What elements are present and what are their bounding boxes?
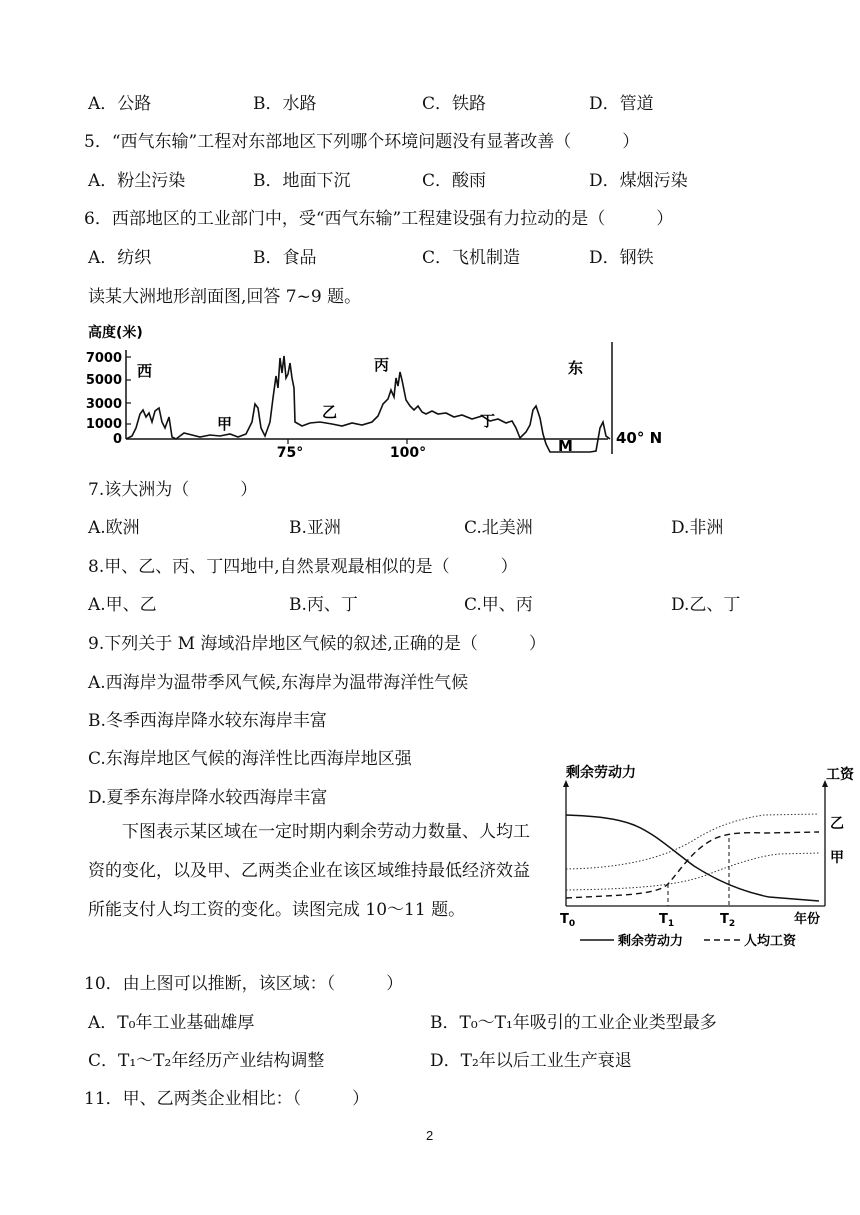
legend-solid-label: 剩余劳动力 [618, 934, 684, 949]
profile-xtick-100: 100° [389, 445, 427, 461]
terrain-profile-line [126, 356, 610, 452]
xtick-t2-main: T [720, 912, 729, 927]
q6-option-d: D．钢铁 [589, 248, 654, 268]
q4-option-b: B．水路 [253, 94, 317, 114]
q7-stem: 7.该大洲为（ ） [88, 480, 258, 500]
q6-option-b: B．食品 [253, 248, 317, 268]
labor-right-axis-label: 工资 [826, 767, 854, 783]
ytick-5000: 5000 [85, 373, 122, 388]
q5-stem: 5．“西气东输”工程对东部地区下列哪个环境问题没有显著改善（ ） [84, 132, 640, 152]
profile-lat-label: 40° N [616, 429, 663, 447]
q9-option-c: C.东海岸地区气候的海洋性比西海岸地区强 [88, 749, 412, 769]
page-number: 2 [426, 1128, 434, 1143]
q7-option-b: B.亚洲 [289, 518, 341, 538]
profile-label-yi: 乙 [322, 403, 338, 421]
q10-option-d: D．T₂年以后工业生产衰退 [430, 1051, 632, 1071]
profile-label-east: 东 [568, 359, 584, 377]
profile-label-ding: 丁 [480, 412, 496, 430]
q10-option-a: A．T₀年工业基础雄厚 [88, 1013, 255, 1033]
surplus-labor-line [566, 815, 819, 901]
ytick-0: 0 [112, 432, 122, 447]
q8-option-d: D.乙、丁 [671, 595, 741, 615]
xtick-t0-sub: 0 [568, 919, 576, 929]
label-jia: 甲 [830, 850, 844, 866]
q4-option-c: C．铁路 [422, 94, 487, 114]
q5-option-a: A．粉尘污染 [88, 171, 186, 191]
q4-option-d: D．管道 [589, 94, 654, 114]
q5-option-c: C．酸雨 [422, 171, 487, 191]
profile-label-jia: 甲 [217, 415, 233, 433]
xtick-t1 [659, 912, 674, 929]
ytick-3000: 3000 [85, 397, 122, 412]
xtick-t1-main: T [659, 912, 668, 927]
profile-xtick-75: 75° [276, 445, 304, 461]
q5-option-d: D．煤烟污染 [589, 171, 688, 191]
labor-xlabel: 年份 [794, 912, 821, 927]
labor-wage-chart [554, 758, 854, 956]
ytick-7000: 7000 [85, 351, 122, 366]
q10-stem: 10．由上图可以推断，该区域：（ ） [84, 974, 404, 994]
intro-7-9: 读某大洲地形剖面图,回答 7~9 题。 [88, 287, 362, 307]
xtick-t0-main: T [560, 912, 569, 927]
q9-option-a: A.西海岸为温带季风气候,东海岸为温带海洋性气候 [88, 673, 469, 693]
q7-option-c: C.北美洲 [464, 518, 533, 538]
q11-stem: 11．甲、乙两类企业相比：（ ） [84, 1089, 370, 1109]
q9-option-d: D.夏季东海岸降水较西海岸丰富 [88, 788, 328, 808]
line-jia-dotted [566, 853, 819, 890]
q10-option-b: B．T₀～T₁年吸引的工业企业类型最多 [430, 1013, 717, 1033]
terrain-profile-chart [80, 318, 680, 461]
q4-option-a: A．公路 [88, 94, 152, 114]
q8-option-b: B.丙、丁 [289, 595, 358, 615]
intro-10-11: 下图表示某区域在一定时期内剩余劳动力数量、人均工资的变化，以及甲、乙两类企业在该区域维持最低经济效益所能支付人均工资的变化。读图完成 10～11 题。 [88, 822, 530, 920]
line-yi-dotted [566, 814, 819, 869]
profile-label-m: M [558, 437, 573, 455]
q9-stem: 9.下列关于 M 海域沿岸地区气候的叙述,正确的是（ ） [88, 634, 546, 654]
ytick-1000: 1000 [85, 417, 122, 432]
q8-stem: 8.甲、乙、丙、丁四地中,自然景观最相似的是（ ） [88, 557, 518, 577]
q6-stem: 6．西部地区的工业部门中，受“西气东输”工程建设强有力拉动的是（ ） [84, 209, 674, 229]
q9-option-b: B.冬季西海岸降水较东海岸丰富 [88, 711, 327, 731]
q5-option-b: B．地面下沉 [253, 171, 351, 191]
q6-option-c: C．飞机制造 [422, 248, 521, 268]
label-yi: 乙 [830, 816, 844, 832]
xtick-t0 [560, 912, 575, 929]
q7-option-a: A.欧洲 [88, 518, 140, 538]
labor-left-arrow [563, 780, 569, 787]
q10-option-c: C．T₁～T₂年经历产业结构调整 [88, 1051, 325, 1071]
q8-option-c: C.甲、丙 [464, 595, 533, 615]
legend-dashed-label: 人均工资 [744, 934, 797, 949]
profile-label-west: 西 [137, 362, 153, 380]
xtick-t2-sub: 2 [728, 919, 736, 929]
q6-option-a: A．纺织 [88, 248, 152, 268]
profile-ylabel: 高度(米) [88, 325, 143, 341]
xtick-t1-sub: 1 [667, 919, 675, 929]
q8-option-a: A.甲、乙 [88, 595, 157, 615]
q7-option-d: D.非洲 [671, 518, 724, 538]
profile-label-bing: 丙 [374, 356, 390, 374]
xtick-t2 [720, 912, 735, 929]
labor-left-axis-label: 剩余劳动力 [566, 765, 636, 781]
